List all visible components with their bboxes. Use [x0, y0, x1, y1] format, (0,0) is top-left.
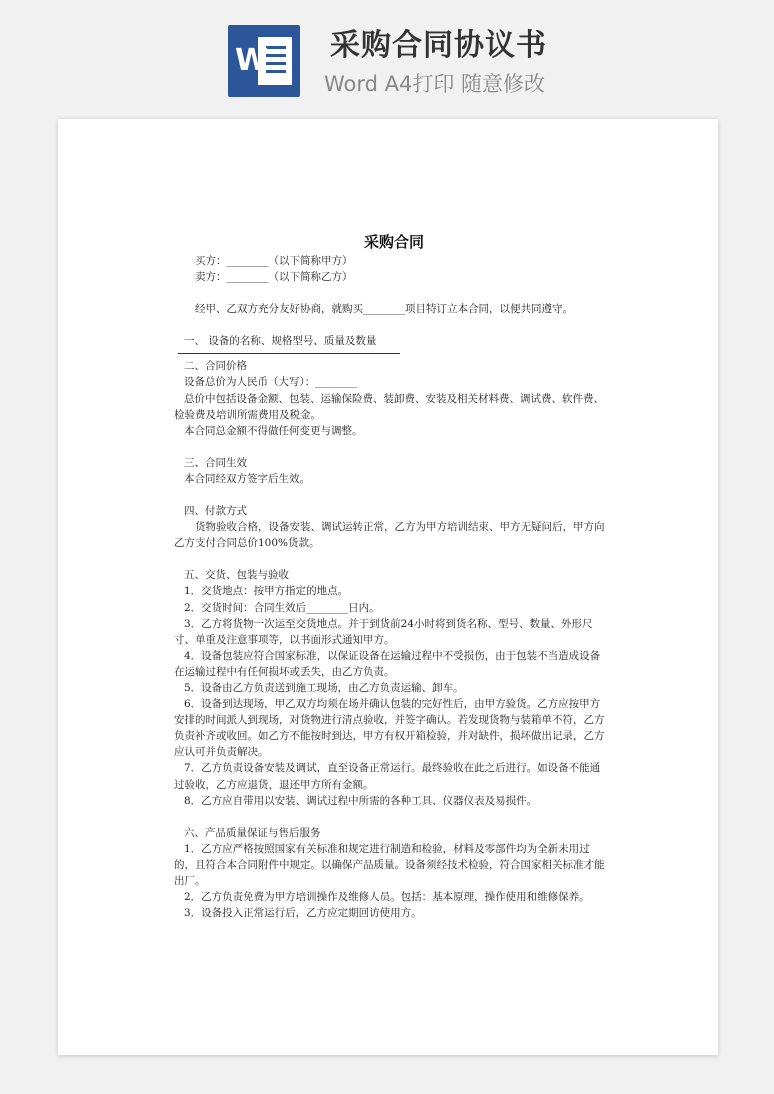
- section-3-title: 三、合同生效: [184, 456, 247, 469]
- word-icon: [228, 25, 300, 97]
- section-2-includes: 总价中包括设备金额、包装、运输保险费、装卸费、安装及相关材料费、调试费、软件费、检验费及培训所需费用及税金。: [174, 392, 604, 421]
- section-5-item: 8．乙方应自带用以安装、调试过程中所需的各种工具、仪器仪表及易损件。: [184, 794, 538, 807]
- section-5-item: 6．设备到达现场，甲乙双方均须在场并确认包装的完好性后，由甲方验货。乙方应按甲方安排的时间派人到现场，对货物进行清点验收，并签字确认。若发现货物与装箱单不符，乙方负责补齐或收回。如乙方不能按时到达，甲方有权开箱检验，并对缺件，损坏做出记录，乙方应认可并负责解决。: [174, 698, 605, 759]
- word-letter: W: [235, 43, 269, 78]
- document-title: 采购合同: [363, 233, 424, 251]
- section-3-text: 本合同经双方签字后生效。: [184, 472, 310, 485]
- document-body: [174, 231, 606, 921]
- section-6-item: 2．乙方负责免费为甲方培训操作及维修人员。包括：基本原理，操作使用和维修保养。: [184, 891, 590, 904]
- section-2-no-change: 本合同总金额不得做任何变更与调整。: [184, 424, 363, 437]
- section-4-text: 货物验收合格，设备安装、调试运转正常，乙方为甲方培训结束、甲方无疑问后，甲方向乙方支付合同总价100%货款。: [174, 521, 605, 550]
- section-6-title: 六、产品质量保证与售后服务: [184, 826, 321, 839]
- banner-title: 采购合同协议书: [330, 28, 547, 63]
- section-4-title: 四、付款方式: [184, 505, 247, 518]
- section-5-title: 五、交货、包装与验收: [184, 569, 289, 582]
- buyer-line: 买方：________（以下简称甲方）: [195, 255, 353, 267]
- intro-paragraph: 经甲、乙双方充分友好协商，就购买________项目特订立本合同，以便共同遵守。: [195, 303, 573, 316]
- section-6-item: 1．乙方应严格按照国家有关标准和规定进行制造和检验，材料及零部件均为全新未用过的，且符合本合同附件中规定。以确保产品质量。设备须经技术检验，符合国家相关标准才能出厂。: [174, 842, 605, 887]
- section-5-item: 1．交货地点：按甲方指定的地点。: [184, 585, 349, 598]
- section-2-price: 设备总价为人民币（大写）：________: [184, 376, 358, 389]
- banner-subtitle: Word A4打印 随意修改: [324, 72, 546, 96]
- section-5-item: 4．设备包装应符合国家标准，以保证设备在运输过程中不受损伤，由于包装不当造成设备在运输过程中有任何损坏或丢失，由乙方负责。: [174, 649, 601, 678]
- seller-line: 卖方：________（以下简称乙方）: [195, 271, 353, 284]
- header-banner: [0, 0, 774, 112]
- section-5-item: 7．乙方负责设备安装及调试，直至设备正常运行。最终验收在此之后进行。如设备不能通过验收，乙方应退货，退还甲方所有金额。: [174, 762, 601, 791]
- section-5-item: 3．乙方将货物一次运至交货地点。并于到货前24小时将到货名称、型号、数量、外形尺寸、单重及注意事项等，以书面形式通知甲方。: [174, 617, 593, 646]
- section-5-item: 5．设备由乙方负责送到施工现场，由乙方负责运输、卸车。: [184, 681, 464, 694]
- section-6-item: 3．设备投入正常运行后，乙方应定期回访使用方。: [184, 907, 422, 920]
- section-1-fill-line: [178, 352, 400, 354]
- document-page: [58, 119, 718, 1055]
- section-2-title: 二、合同价格: [184, 360, 247, 373]
- section-5-item: 2．交货时间：合同生效后________日内。: [184, 601, 380, 614]
- section-1-title: 一、 设备的名称、规格型号、质量及数量: [184, 335, 377, 348]
